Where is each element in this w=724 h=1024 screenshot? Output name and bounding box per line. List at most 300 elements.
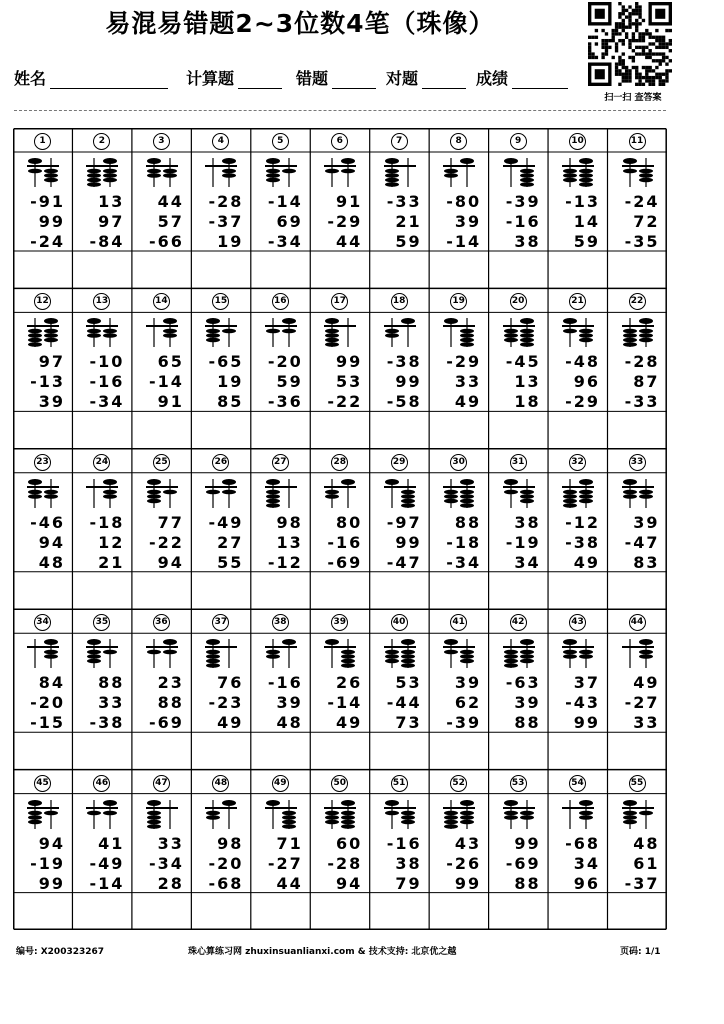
operand: -18 — [89, 512, 125, 532]
answer-box[interactable] — [491, 735, 546, 766]
abacus-bead-icon — [608, 637, 668, 671]
problem-cell — [310, 288, 370, 449]
problem-cell — [191, 449, 251, 610]
operand: 39 — [633, 512, 660, 532]
answer-box[interactable] — [15, 254, 70, 285]
problem-number: 22 — [629, 293, 646, 310]
answer-box[interactable] — [15, 896, 70, 927]
answer-box[interactable] — [74, 254, 129, 285]
problem-number: 35 — [93, 614, 110, 631]
errors-label: 错题 — [296, 69, 329, 88]
abacus-bead-icon — [72, 156, 132, 190]
abacus-bead-icon — [72, 798, 132, 832]
operand: -49 — [208, 512, 244, 532]
problem-number: 28 — [331, 454, 348, 471]
operand: 44 — [157, 192, 184, 211]
problem-cell — [191, 609, 251, 770]
operand: -33 — [386, 192, 422, 211]
problem-cell — [72, 609, 132, 770]
abacus-bead-icon — [370, 798, 430, 832]
abacus-bead-icon — [72, 316, 132, 350]
problem-cell — [548, 770, 608, 931]
answer-box[interactable] — [372, 414, 427, 445]
answer-box[interactable] — [610, 896, 665, 927]
operand: -47 — [386, 552, 422, 572]
answer-box[interactable] — [431, 896, 486, 927]
abacus-bead-icon — [370, 477, 430, 511]
answer-box[interactable] — [431, 575, 486, 606]
problem-number: 49 — [272, 775, 289, 792]
abacus-bead-icon — [489, 156, 549, 190]
problem-cell — [608, 449, 668, 610]
operand: 23 — [157, 673, 184, 693]
operand: -49 — [89, 853, 125, 873]
abacus-bead-icon — [548, 477, 608, 511]
operand: 13 — [514, 372, 541, 392]
answer-box[interactable] — [134, 735, 189, 766]
answer-box[interactable] — [253, 414, 308, 445]
operand: 99 — [514, 833, 541, 853]
abacus-bead-icon — [251, 316, 311, 350]
abacus-bead-icon — [489, 798, 549, 832]
operand: -66 — [148, 232, 184, 251]
problem-operands — [489, 352, 541, 412]
name-field[interactable] — [14, 66, 168, 89]
answer-box[interactable] — [491, 896, 546, 927]
problem-cell — [548, 288, 608, 449]
problem-number: 41 — [450, 614, 467, 631]
answer-box[interactable] — [134, 575, 189, 606]
abacus-bead-icon — [548, 156, 608, 190]
operand: -14 — [267, 192, 303, 211]
operand: 88 — [514, 873, 541, 893]
problem-cell — [72, 449, 132, 610]
answer-box[interactable] — [610, 254, 665, 285]
footer-code: 编号: X200323267 — [16, 947, 105, 957]
problem-cell — [370, 609, 430, 770]
footer-site: 珠心算练习网 zhuxinsuanlianxi.com & 技术支持: 北京优之越 — [188, 947, 457, 957]
abacus-bead-icon — [429, 156, 489, 190]
operand: 14 — [573, 212, 601, 231]
operand: 48 — [38, 552, 65, 572]
problem-operands — [251, 673, 303, 733]
problem-cell — [310, 770, 370, 931]
abacus-bead-icon — [13, 316, 73, 350]
operand: -39 — [505, 192, 541, 211]
answer-box[interactable] — [253, 896, 308, 927]
problem-operands — [608, 673, 660, 733]
abacus-bead-icon — [310, 477, 370, 511]
operand: 99 — [395, 372, 422, 392]
problem-operands — [191, 513, 243, 573]
operand: 99 — [395, 532, 422, 552]
abacus-bead-icon — [548, 798, 608, 832]
operand: 39 — [454, 673, 482, 693]
operand: -24 — [624, 192, 660, 211]
operand: -34 — [148, 853, 184, 873]
answer-box[interactable] — [312, 735, 367, 766]
answer-box[interactable] — [431, 735, 486, 766]
abacus-bead-icon — [608, 477, 668, 511]
answer-box[interactable] — [372, 254, 427, 285]
abacus-bead-icon — [191, 637, 251, 671]
answer-box[interactable] — [15, 575, 70, 606]
answer-box[interactable] — [610, 414, 665, 445]
operand: 94 — [335, 873, 363, 893]
operand: -34 — [446, 552, 482, 572]
operand: 97 — [38, 352, 65, 372]
operand: 37 — [573, 673, 601, 693]
problem-operands — [72, 352, 124, 412]
answer-box[interactable] — [312, 254, 367, 285]
answer-box[interactable] — [550, 896, 605, 927]
problem-operands — [310, 352, 362, 412]
answer-box[interactable] — [610, 735, 665, 766]
operand: -28 — [327, 853, 363, 873]
dashed-separator — [14, 110, 666, 111]
operand: -48 — [565, 352, 601, 372]
problem-cell — [548, 128, 608, 289]
answer-box[interactable] — [491, 575, 546, 606]
problem-cell — [310, 609, 370, 770]
problem-operands — [548, 352, 600, 412]
problem-operands — [548, 192, 600, 252]
answer-box[interactable] — [491, 254, 546, 285]
operand: -97 — [386, 512, 422, 532]
operand: -63 — [505, 673, 541, 693]
problem-number: 18 — [391, 293, 408, 310]
problem-number: 26 — [212, 454, 229, 471]
problem-operands — [72, 673, 124, 733]
answer-box[interactable] — [134, 414, 189, 445]
problem-operands — [489, 834, 541, 894]
answer-box[interactable] — [431, 414, 486, 445]
problem-number: 19 — [450, 293, 467, 310]
problem-number: 25 — [153, 454, 170, 471]
abacus-bead-icon — [251, 477, 311, 511]
problem-cell — [310, 449, 370, 610]
answer-box[interactable] — [74, 896, 129, 927]
operand: 99 — [38, 873, 65, 893]
operand: 99 — [454, 873, 482, 893]
answer-box[interactable] — [312, 896, 367, 927]
qr-code-icon[interactable] — [588, 2, 672, 86]
problem-operands — [132, 352, 184, 412]
operand: -80 — [446, 192, 482, 211]
operand: 99 — [573, 713, 601, 733]
problem-number: 43 — [569, 614, 586, 631]
operand: 99 — [335, 352, 363, 372]
operand: -20 — [208, 853, 244, 873]
operand: -15 — [30, 713, 65, 733]
operand: -13 — [565, 192, 601, 211]
problem-operands — [370, 673, 422, 733]
problem-operands — [13, 192, 65, 252]
operand: 73 — [395, 713, 422, 733]
problem-operands — [72, 834, 124, 894]
operand: 61 — [633, 853, 660, 873]
operand: -14 — [327, 693, 363, 713]
answer-box[interactable] — [312, 575, 367, 606]
problem-number: 52 — [450, 775, 467, 792]
problem-cell — [132, 128, 192, 289]
score-blank[interactable] — [512, 72, 568, 89]
abacus-bead-icon — [191, 477, 251, 511]
problem-operands — [13, 513, 65, 573]
problem-cell — [429, 770, 489, 931]
problem-number: 55 — [629, 775, 646, 792]
problem-cell — [251, 449, 311, 610]
operand: -35 — [624, 232, 660, 251]
operand: -13 — [30, 372, 65, 392]
problem-operands — [548, 673, 600, 733]
problem-cell — [429, 449, 489, 610]
problem-number: 13 — [93, 293, 110, 310]
problem-operands — [608, 192, 660, 252]
problem-cell — [251, 288, 311, 449]
operand: -20 — [267, 352, 303, 372]
errors-field[interactable] — [296, 66, 376, 89]
answer-box[interactable] — [15, 414, 70, 445]
answer-box[interactable] — [15, 735, 70, 766]
operand: 34 — [573, 853, 601, 873]
operand: 59 — [573, 232, 601, 251]
operand: -65 — [208, 352, 244, 372]
problem-cell — [429, 288, 489, 449]
operand: 38 — [514, 512, 541, 532]
calc-blank[interactable] — [238, 72, 282, 89]
answer-box[interactable] — [193, 575, 248, 606]
operand: -22 — [327, 392, 363, 412]
problem-operands — [370, 834, 422, 894]
abacus-bead-icon — [489, 477, 549, 511]
correct-field[interactable] — [386, 66, 466, 89]
problem-operands — [310, 513, 362, 573]
operand: -19 — [505, 532, 541, 552]
problem-operands — [13, 834, 65, 894]
answer-box[interactable] — [491, 414, 546, 445]
operand: -47 — [624, 532, 660, 552]
problem-cell — [251, 609, 311, 770]
problem-cell — [489, 288, 549, 449]
operand: -16 — [505, 212, 541, 231]
abacus-bead-icon — [310, 156, 370, 190]
answer-box[interactable] — [372, 735, 427, 766]
errors-blank[interactable] — [332, 72, 376, 89]
operand: -27 — [624, 693, 660, 713]
problem-number: 17 — [331, 293, 348, 310]
operand: -69 — [148, 713, 184, 733]
abacus-bead-icon — [132, 477, 192, 511]
problem-number: 38 — [272, 614, 289, 631]
problem-cell — [132, 609, 192, 770]
calc-field[interactable] — [186, 66, 282, 89]
problem-number: 47 — [153, 775, 170, 792]
problem-operands — [72, 192, 124, 252]
abacus-bead-icon — [429, 637, 489, 671]
answer-box[interactable] — [550, 254, 605, 285]
problem-number: 4 — [212, 133, 229, 150]
problem-number: 5 — [272, 133, 289, 150]
answer-box[interactable] — [312, 414, 367, 445]
problem-number: 14 — [153, 293, 170, 310]
operand: 96 — [573, 372, 601, 392]
operand: -38 — [386, 352, 422, 372]
problem-operands — [608, 834, 660, 894]
problem-operands — [191, 192, 243, 252]
problem-cell — [429, 128, 489, 289]
operand: 48 — [633, 833, 660, 853]
problem-operands — [310, 834, 362, 894]
answer-box[interactable] — [193, 254, 248, 285]
problem-number: 39 — [331, 614, 348, 631]
operand: -14 — [89, 873, 125, 893]
answer-box[interactable] — [134, 896, 189, 927]
abacus-bead-icon — [608, 798, 668, 832]
correct-label: 对题 — [386, 69, 419, 88]
operand: -68 — [208, 873, 244, 893]
operand: 88 — [157, 693, 184, 713]
operand: -91 — [30, 192, 65, 211]
problem-operands — [489, 192, 541, 252]
answer-box[interactable] — [74, 735, 129, 766]
answer-box[interactable] — [550, 414, 605, 445]
operand: 98 — [276, 512, 303, 532]
operand: 72 — [633, 212, 660, 231]
problem-number: 8 — [450, 133, 467, 150]
abacus-bead-icon — [548, 316, 608, 350]
abacus-bead-icon — [191, 316, 251, 350]
answer-box[interactable] — [253, 254, 308, 285]
operand: 76 — [217, 673, 244, 693]
operand: 69 — [276, 212, 303, 231]
answer-box[interactable] — [74, 575, 129, 606]
operand: 21 — [395, 212, 422, 231]
problem-operands — [310, 673, 362, 733]
problem-cell — [132, 770, 192, 931]
abacus-bead-icon — [310, 316, 370, 350]
problem-operands — [13, 352, 65, 412]
problem-operands — [370, 513, 422, 573]
name-blank[interactable] — [50, 72, 168, 89]
operand: 38 — [514, 232, 541, 251]
answer-box[interactable] — [550, 735, 605, 766]
problem-number: 42 — [510, 614, 527, 631]
answer-box[interactable] — [372, 575, 427, 606]
operand: 49 — [633, 673, 660, 693]
score-field[interactable] — [476, 66, 568, 89]
abacus-bead-icon — [548, 637, 608, 671]
problem-number: 9 — [510, 133, 527, 150]
answer-box[interactable] — [134, 254, 189, 285]
operand: 91 — [157, 392, 184, 412]
answer-box[interactable] — [550, 575, 605, 606]
abacus-bead-icon — [191, 156, 251, 190]
operand: 49 — [217, 713, 244, 733]
problem-number: 20 — [510, 293, 527, 310]
operand: 53 — [395, 673, 422, 693]
problem-operands — [429, 834, 481, 894]
problem-number: 3 — [153, 133, 170, 150]
operand: 33 — [98, 693, 125, 713]
problem-number: 51 — [391, 775, 408, 792]
abacus-bead-icon — [310, 637, 370, 671]
operand: -33 — [624, 392, 660, 412]
operand: -37 — [208, 212, 244, 231]
operand: 41 — [98, 833, 125, 853]
problem-cell — [72, 128, 132, 289]
answer-box[interactable] — [610, 575, 665, 606]
answer-box[interactable] — [74, 414, 129, 445]
problem-cell — [608, 288, 668, 449]
problem-operands — [132, 192, 184, 252]
operand: 83 — [633, 552, 660, 572]
problem-number: 53 — [510, 775, 527, 792]
abacus-bead-icon — [429, 477, 489, 511]
problem-number: 31 — [510, 454, 527, 471]
problem-operands — [191, 352, 243, 412]
answer-box[interactable] — [431, 254, 486, 285]
operand: -28 — [624, 352, 660, 372]
abacus-bead-icon — [251, 156, 311, 190]
problem-cell — [251, 770, 311, 931]
answer-box[interactable] — [253, 735, 308, 766]
calc-label: 计算题 — [186, 69, 235, 88]
problem-cell — [608, 128, 668, 289]
correct-blank[interactable] — [422, 72, 466, 89]
operand: -43 — [565, 693, 601, 713]
abacus-bead-icon — [132, 156, 192, 190]
operand: 49 — [335, 713, 363, 733]
problem-number: 24 — [93, 454, 110, 471]
operand: 94 — [157, 552, 184, 572]
abacus-bead-icon — [13, 637, 73, 671]
abacus-bead-icon — [429, 798, 489, 832]
answer-box[interactable] — [193, 414, 248, 445]
problem-cell — [370, 128, 430, 289]
problem-number: 7 — [391, 133, 408, 150]
operand: 97 — [98, 212, 125, 231]
operand: 43 — [454, 833, 482, 853]
operand: 48 — [276, 713, 303, 733]
answer-box[interactable] — [193, 735, 248, 766]
operand: -38 — [89, 713, 125, 733]
abacus-bead-icon — [370, 637, 430, 671]
operand: -36 — [267, 392, 303, 412]
operand: 99 — [38, 212, 65, 231]
answer-box[interactable] — [193, 896, 248, 927]
answer-box[interactable] — [372, 896, 427, 927]
operand: 39 — [38, 392, 65, 412]
answer-box[interactable] — [253, 575, 308, 606]
abacus-bead-icon — [370, 316, 430, 350]
problem-operands — [608, 352, 660, 412]
problem-operands — [72, 513, 124, 573]
operand: 88 — [98, 673, 125, 693]
operand: 59 — [395, 232, 422, 251]
operand: 98 — [217, 833, 244, 853]
problem-operands — [429, 513, 481, 573]
operand: -16 — [386, 833, 422, 853]
operand: -18 — [446, 532, 482, 552]
abacus-bead-icon — [132, 798, 192, 832]
problem-number: 23 — [34, 454, 51, 471]
abacus-bead-icon — [608, 156, 668, 190]
operand: -37 — [624, 873, 660, 893]
abacus-bead-icon — [191, 798, 251, 832]
operand: 39 — [454, 212, 482, 231]
operand: 55 — [217, 552, 244, 572]
